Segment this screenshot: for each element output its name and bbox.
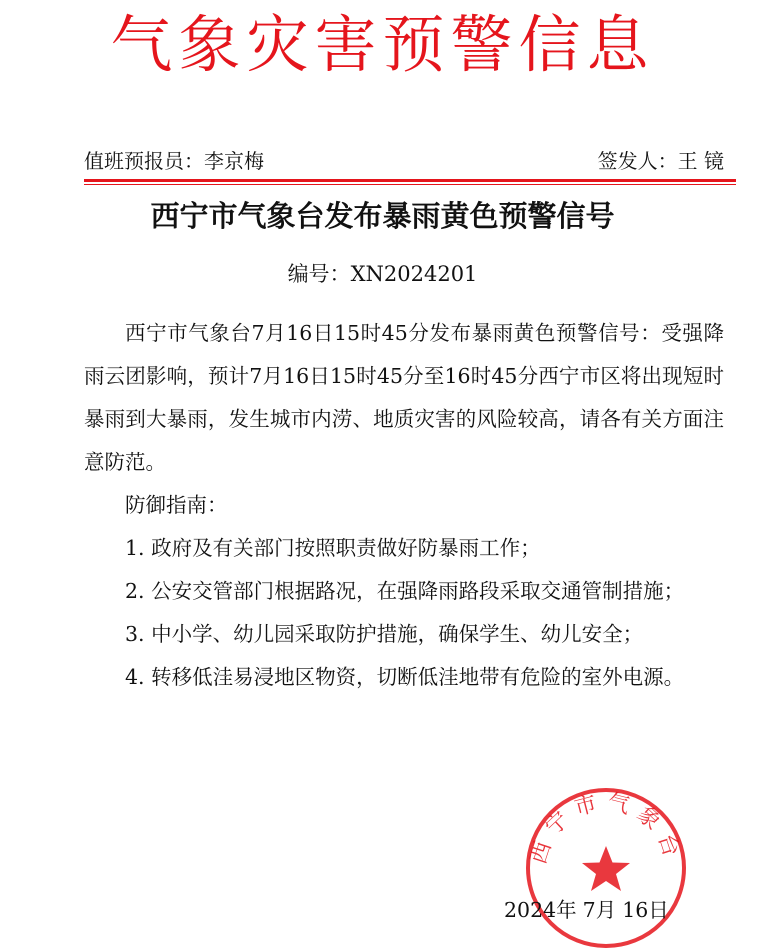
- signer-label: 签发人：: [597, 149, 678, 173]
- notice-body: [84, 312, 724, 699]
- forecaster-name: 李京梅: [204, 149, 264, 173]
- forecaster-info: [84, 144, 264, 178]
- guide-item-4: 4. 转移低洼易浸地区物资，切断低洼地带有危险的室外电源。: [125, 665, 685, 689]
- issue-date-day: 16日: [622, 898, 669, 922]
- issue-date-month: 7月: [582, 898, 617, 922]
- seal-text: 西宁市气象台: [526, 789, 686, 868]
- document-number-label: 编号：: [287, 262, 351, 286]
- guide-item-2: 2. 公安交管部门根据路况，在强降雨路段采取交通管制措施；: [125, 579, 685, 603]
- guide-heading: 防御指南：: [125, 493, 228, 517]
- issue-date: [504, 892, 669, 928]
- notice-paragraph: 西宁市气象台7月16日15时45分发布暴雨黄色预警信号：受强降雨云团影响，预计7月16日15时45分至16时45分西宁市区将出现短时暴雨到大暴雨，发生城市内涝、地质灾害的风险较高，请各有关方面注意防范。: [84, 321, 724, 474]
- header-divider-thin: [84, 184, 736, 185]
- signer-name: 王 镜: [677, 149, 724, 173]
- header-meta-row: [84, 144, 724, 178]
- signer-info: [598, 144, 724, 178]
- document-number: [0, 256, 765, 292]
- forecaster-label: 值班预报员：: [84, 149, 204, 173]
- guide-item-1: 1. 政府及有关部门按照职责做好防暴雨工作；: [125, 536, 541, 560]
- issue-date-year: 2024年: [504, 898, 577, 922]
- document-number-value: XN2024201: [350, 262, 478, 286]
- notice-title: 西宁市气象台发布暴雨黄色预警信号: [150, 199, 615, 233]
- seal-star-icon: [582, 846, 630, 891]
- document-title: 气象灾害预警信息: [110, 8, 655, 81]
- guide-item-3: 3. 中小学、幼儿园采取防护措施，确保学生、幼儿安全；: [125, 622, 644, 646]
- header-divider-thick: [84, 179, 736, 182]
